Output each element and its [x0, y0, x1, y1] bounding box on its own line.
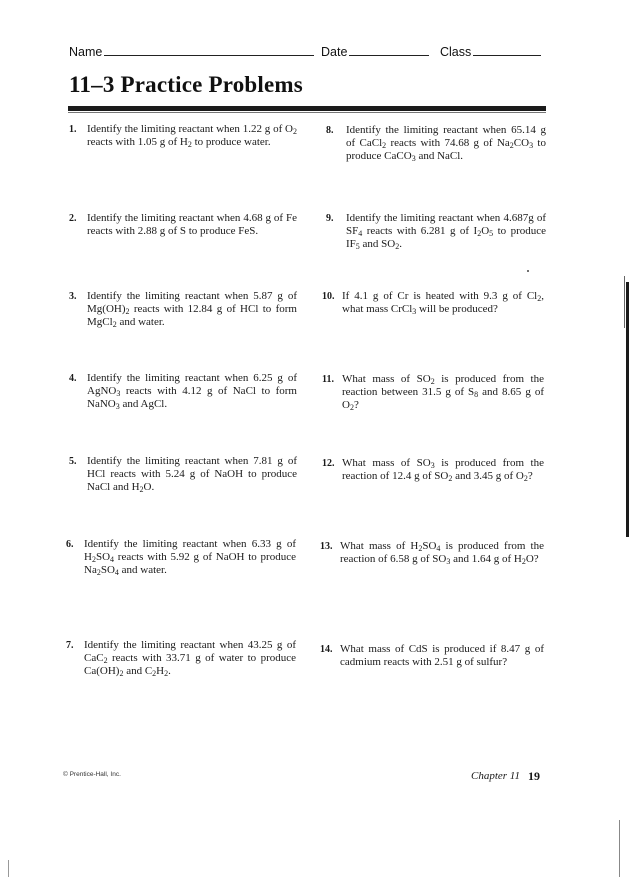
problem-number: 8.	[326, 125, 334, 136]
binder-edge	[624, 276, 625, 328]
problem-text: Identify the limiting reactant when 4.68 g of Fe reacts with 2.88 g of S to produce FeS.	[87, 212, 297, 237]
problem-1	[69, 123, 297, 149]
problem-number: 12.	[322, 458, 335, 469]
problem-text: Identify the limiting reactant when 6.25 g of AgNO$_3$ reacts with 4.12 g of NaCl to form NaNO$_3$ and AgCl.	[87, 372, 297, 411]
problem-number: 13.	[320, 541, 333, 552]
problem-text: Identify the limiting reactant when 43.25 g of CaC$_2$ reacts with 33.71 g of water to produce $Ca(OH)_2$ and $C_2H_2$.	[84, 639, 296, 678]
problem-text: Identify the limiting reactant when 5.87 g of $Mg(OH)_2$ reacts with 12.84 g of HCl to form MgCl$_2$ and water.	[87, 290, 297, 329]
copyright: © Prentice-Hall, Inc.	[63, 771, 121, 778]
problem-7	[66, 639, 296, 678]
problem-3	[69, 290, 297, 329]
problem-10	[322, 290, 544, 316]
problem-13	[320, 540, 544, 566]
problem-5	[69, 455, 297, 494]
problem-8	[326, 124, 546, 163]
name-label: Name	[69, 45, 103, 59]
problem-14	[320, 643, 544, 669]
problem-text: What mass of $SO_3$ is produced from the reaction of 12.4 g of $SO_2$ and 3.45 g of $O_2$?	[342, 457, 544, 483]
problem-number: 11.	[322, 374, 334, 385]
binder-edge	[619, 820, 620, 877]
problem-number: 6.	[66, 539, 74, 550]
problem-number: 1.	[69, 124, 77, 135]
chapter-label: Chapter 11	[471, 770, 520, 782]
problem-text: Identify the limiting reactant when 4.687g of $SF_4$ reacts with 6.281 g of $I_2O_5$ to produce $IF_5$ and $SO_2$.	[346, 212, 547, 251]
problem-number: 3.	[69, 291, 77, 302]
problem-text: What mass of CdS is produced if 8.47 g of cadmium reacts with 2.51 g of sulfur?	[340, 643, 544, 668]
name-blank	[104, 44, 314, 56]
binder-edge	[8, 860, 9, 877]
problem-number: 4.	[69, 373, 77, 384]
problem-6	[66, 538, 296, 577]
problem-9	[326, 212, 546, 251]
class-blank	[473, 44, 541, 56]
problem-11	[322, 373, 544, 412]
scan-speck	[527, 270, 529, 272]
date-blank	[349, 44, 429, 56]
problem-number: 5.	[69, 456, 77, 467]
class-label: Class	[440, 45, 472, 59]
problem-number: 7.	[66, 640, 74, 651]
problem-text: What mass of $H_2SO_4$ is produced from the reaction of 6.58 g of $SO_3$ and 1.64 g of $H_2O$?	[340, 540, 544, 566]
problem-text: Identify the limiting reactant when 7.81 g of HCl reacts with 5.24 g of NaOH to produce NaCl and $H_2O$.	[87, 455, 297, 494]
problem-number: 2.	[69, 213, 77, 224]
problem-text: If 4.1 g of Cr is heated with 9.3 g of $Cl_2$, what mass CrCl$_3$ will be produced?	[342, 290, 544, 316]
problem-text: Identify the limiting reactant when 1.22 g of $O_2$ reacts with 1.05 g of $H_2$ to produce water.	[87, 123, 297, 149]
binder-edge	[626, 282, 629, 537]
problem-number: 9.	[326, 213, 334, 224]
problem-text: What mass of $SO_2$ is produced from the reaction between 31.5 g of $S_8$ and 8.65 g of $O_2$?	[342, 373, 544, 412]
problem-4	[69, 372, 297, 411]
problem-number: 14.	[320, 644, 333, 655]
problem-text: Identify the limiting reactant when 6.33 g of $H_2SO_4$ reacts with 5.92 g of NaOH to produce $Na_2SO_4$ and water.	[84, 538, 296, 577]
title-rule	[68, 106, 546, 111]
date-field	[321, 44, 429, 59]
page-number: 19	[528, 769, 540, 783]
page-title: 11–3 Practice Problems	[69, 72, 303, 97]
problem-12	[322, 457, 544, 483]
problem-text: Identify the limiting reactant when 65.14 g of CaCl$_2$ reacts with 74.68 g of $Na_2CO_3$ to produce CaCO$_3$ and NaCl.	[346, 124, 546, 163]
date-label: Date	[321, 45, 348, 59]
problem-number: 10.	[322, 291, 335, 302]
problem-2	[69, 212, 297, 238]
class-field	[440, 44, 541, 59]
title-rule-thin	[68, 112, 546, 113]
name-field	[69, 44, 314, 59]
